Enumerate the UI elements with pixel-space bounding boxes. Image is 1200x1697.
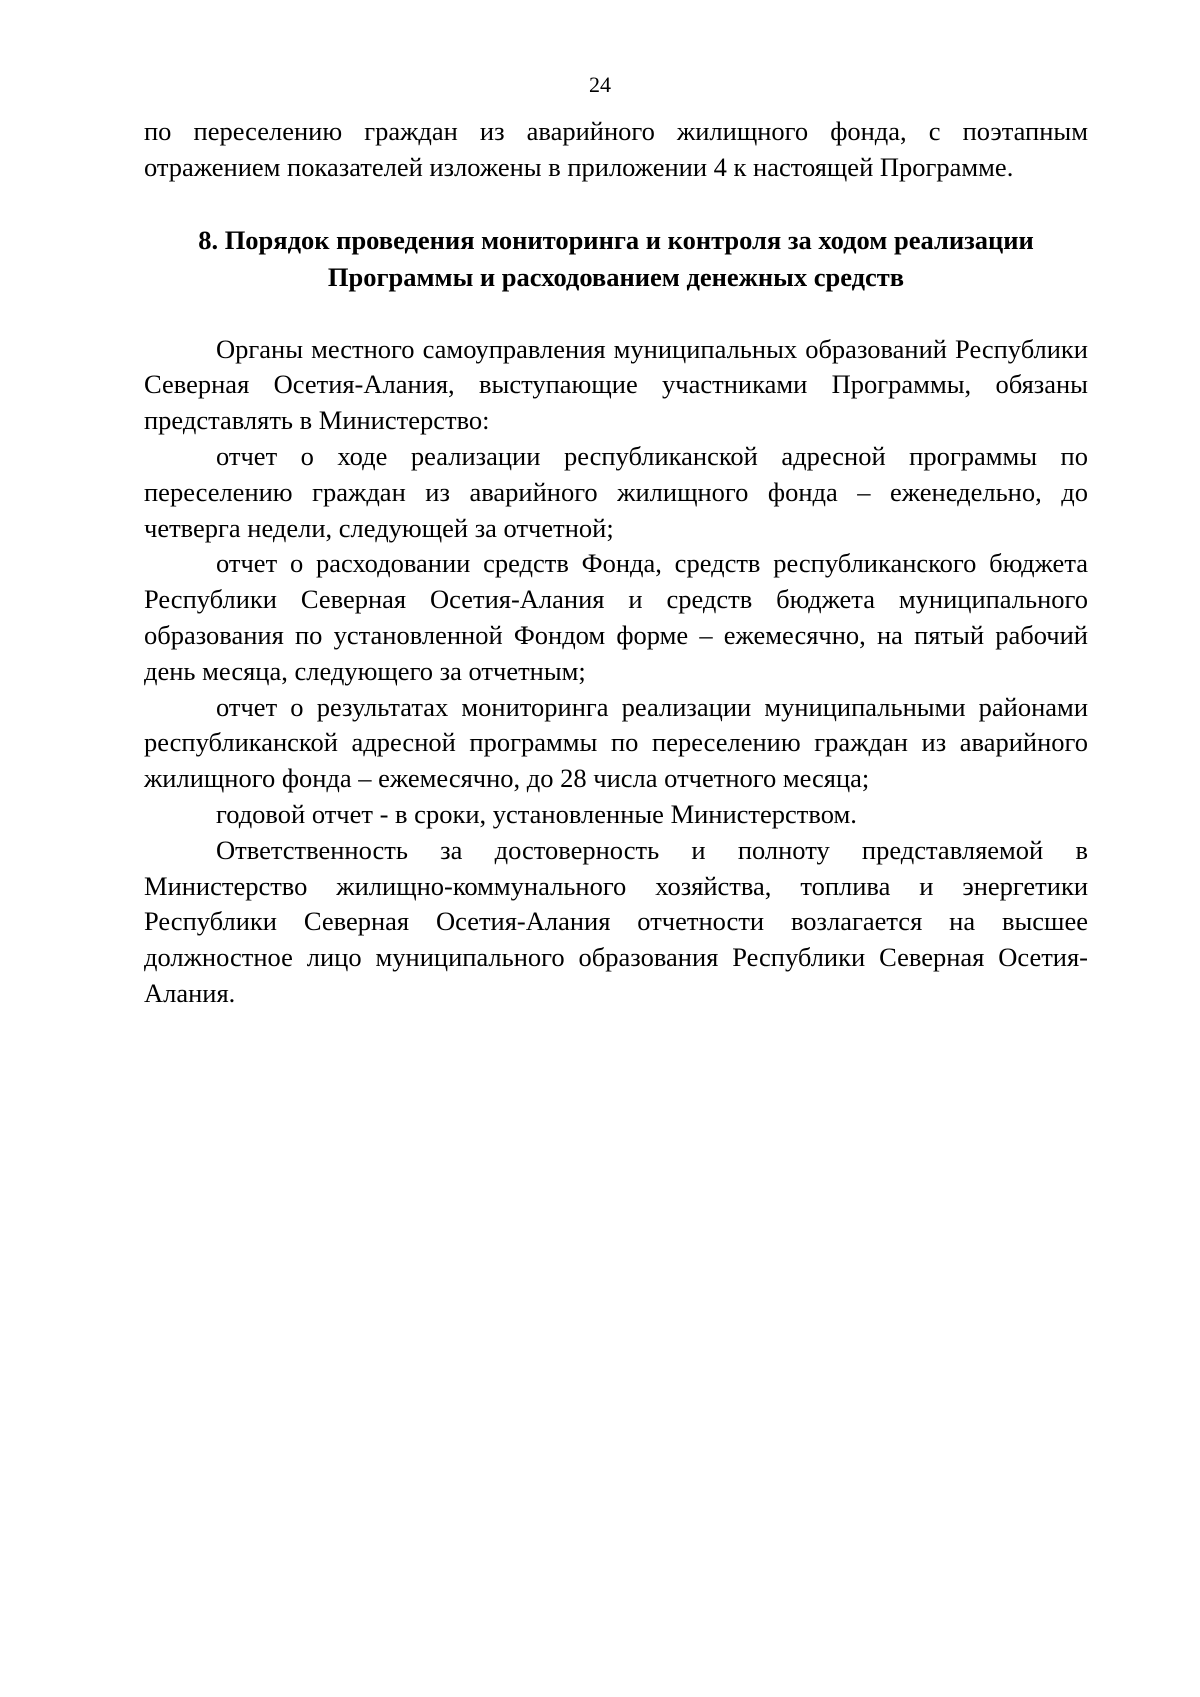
paragraph-responsibility: Ответственность за достоверность и полноту представляемой в Министерство жилищно-коммунального хозяйства, топлива и энергетики Республики Северная Осетия-Алания отчетности возлагается на высшее должностное лицо муниципального образования Республики Северная Осетия-Алания. bbox=[144, 834, 1088, 1008]
section-heading-line-2: Программы и расходованием денежных средств bbox=[327, 261, 905, 292]
paragraph-expenditure-report: отчет о расходовании средств Фонда, средств республиканского бюджета Республики Северная Осетия-Алания и средств бюджета муниципального образования по установленной Фондом форме – ежемесячно, на пятый рабочий день месяца, следующего за отчетным; bbox=[144, 548, 1088, 686]
section-heading bbox=[144, 222, 1088, 296]
paragraph-monitoring-report: отчет о результатах мониторинга реализации муниципальными районами республиканской адресной программы по переселению граждан из аварийного жилищного фонда – ежемесячно, до 28 числа отчетного месяца; bbox=[144, 691, 1088, 794]
paragraph-reporting-obligation: Органы местного самоуправления муниципальных образований Республики Северная Осетия-Алания, выступающие участниками Программы, обязаны представлять в Министерство: bbox=[144, 333, 1088, 436]
paragraph-weekly-report: отчет о ходе реализации республиканской адресной программы по переселению граждан из аварийного жилищного фонда – еженедельно, до четверга недели, следующей за отчетной; bbox=[144, 440, 1088, 543]
continuation-paragraph: по переселению граждан из аварийного жилищного фонда, с поэтапным отражением показателей изложены в приложении 4 к настоящей Программе. bbox=[144, 116, 1088, 182]
page-number: 24 bbox=[589, 72, 611, 97]
section-heading-line-1: 8. Порядок проведения мониторинга и контроля за ходом реализации bbox=[198, 224, 1034, 255]
document-body bbox=[144, 114, 1088, 1012]
paragraph-annual-report: годовой отчет - в сроки, установленные Министерством. bbox=[216, 798, 857, 829]
